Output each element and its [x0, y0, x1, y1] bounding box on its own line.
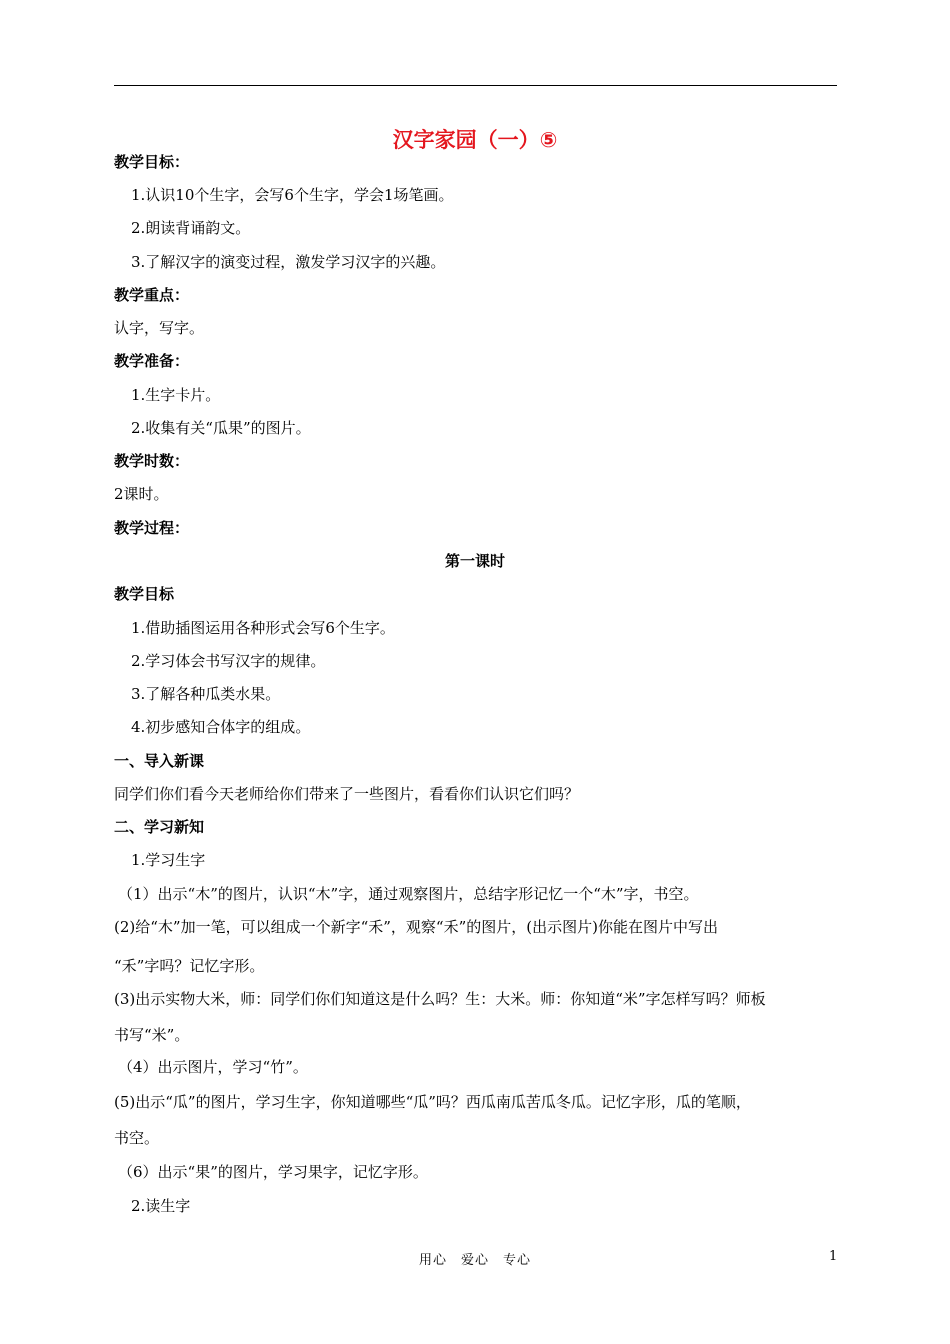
preparation-item-1: 1.生字卡片。 — [131, 386, 221, 404]
goal-item-2: 2.朗读背诵韵文。 — [131, 219, 251, 237]
document-title: 汉字家园（一）⑤ — [392, 128, 558, 152]
learn-characters-heading: 1.学习生字 — [131, 851, 206, 869]
step-4-text: （4）出示图片，学习“竹”。 — [118, 1058, 308, 1076]
step-2-text-cont: “禾”字吗？记忆字形。 — [114, 957, 265, 975]
step-6-text: （6）出示“果”的图片，学习果字，记忆字形。 — [118, 1163, 428, 1181]
read-characters-heading: 2.读生字 — [131, 1197, 191, 1215]
class-hours-text: 2课时。 — [114, 485, 169, 503]
step-5-text: (5)出示“瓜”的图片，学习生字，你知道哪些“瓜”吗？西瓜南瓜苦瓜冬瓜。记忆字形，瓜的笔顺， — [114, 1093, 751, 1111]
footer-motto: 用心 爱心 专心 — [418, 1253, 531, 1268]
lesson-one-heading: 第一课时 — [444, 552, 505, 570]
heading-preparation: 教学准备： — [114, 352, 190, 370]
page-number: 1 — [829, 1249, 838, 1264]
key-points-text: 认字，写字。 — [114, 319, 205, 337]
heading-teaching-process: 教学过程： — [114, 519, 190, 537]
heading-lesson-goals: 教学目标 — [114, 585, 175, 603]
step-3-text-cont: 书写“米”。 — [114, 1026, 190, 1044]
step-2-text: (2)给“木”加一笔，可以组成一个新字“禾”，观察“禾”的图片，(出示图片)你能在图片中写出 — [114, 918, 718, 936]
lesson-goal-1: 1.借助插图运用各种形式会写6个生字。 — [131, 619, 395, 637]
step-5-text-cont: 书空。 — [114, 1129, 160, 1147]
heading-key-points: 教学重点： — [114, 286, 190, 304]
lesson-goal-4: 4.初步感知合体字的组成。 — [131, 718, 311, 736]
step-3-text: (3)出示实物大米，师：同学们你们知道这是什么吗？生：大米。师：你知道“米”字怎样写吗？师板 — [114, 990, 766, 1008]
lesson-goal-2: 2.学习体会书写汉字的规律。 — [131, 652, 326, 670]
header-rule — [114, 85, 837, 86]
goal-item-3: 3.了解汉字的演变过程，激发学习汉字的兴趣。 — [131, 253, 446, 271]
heading-teaching-goals: 教学目标： — [114, 153, 190, 171]
section-intro-heading: 一、导入新课 — [114, 752, 205, 770]
step-1-text: （1）出示“木”的图片，认识“木”字，通过观察图片，总结字形记忆一个“木”字，书空。 — [118, 885, 699, 903]
heading-class-hours: 教学时数： — [114, 452, 190, 470]
section-intro-text: 同学们你们看今天老师给你们带来了一些图片，看看你们认识它们吗？ — [114, 785, 580, 803]
lesson-goal-3: 3.了解各种瓜类水果。 — [131, 685, 281, 703]
goal-item-1: 1.认识10个生字，会写6个生字，学会1场笔画。 — [131, 186, 454, 204]
preparation-item-2: 2.收集有关“瓜果”的图片。 — [131, 419, 311, 437]
section-new-knowledge-heading: 二、学习新知 — [114, 818, 205, 836]
